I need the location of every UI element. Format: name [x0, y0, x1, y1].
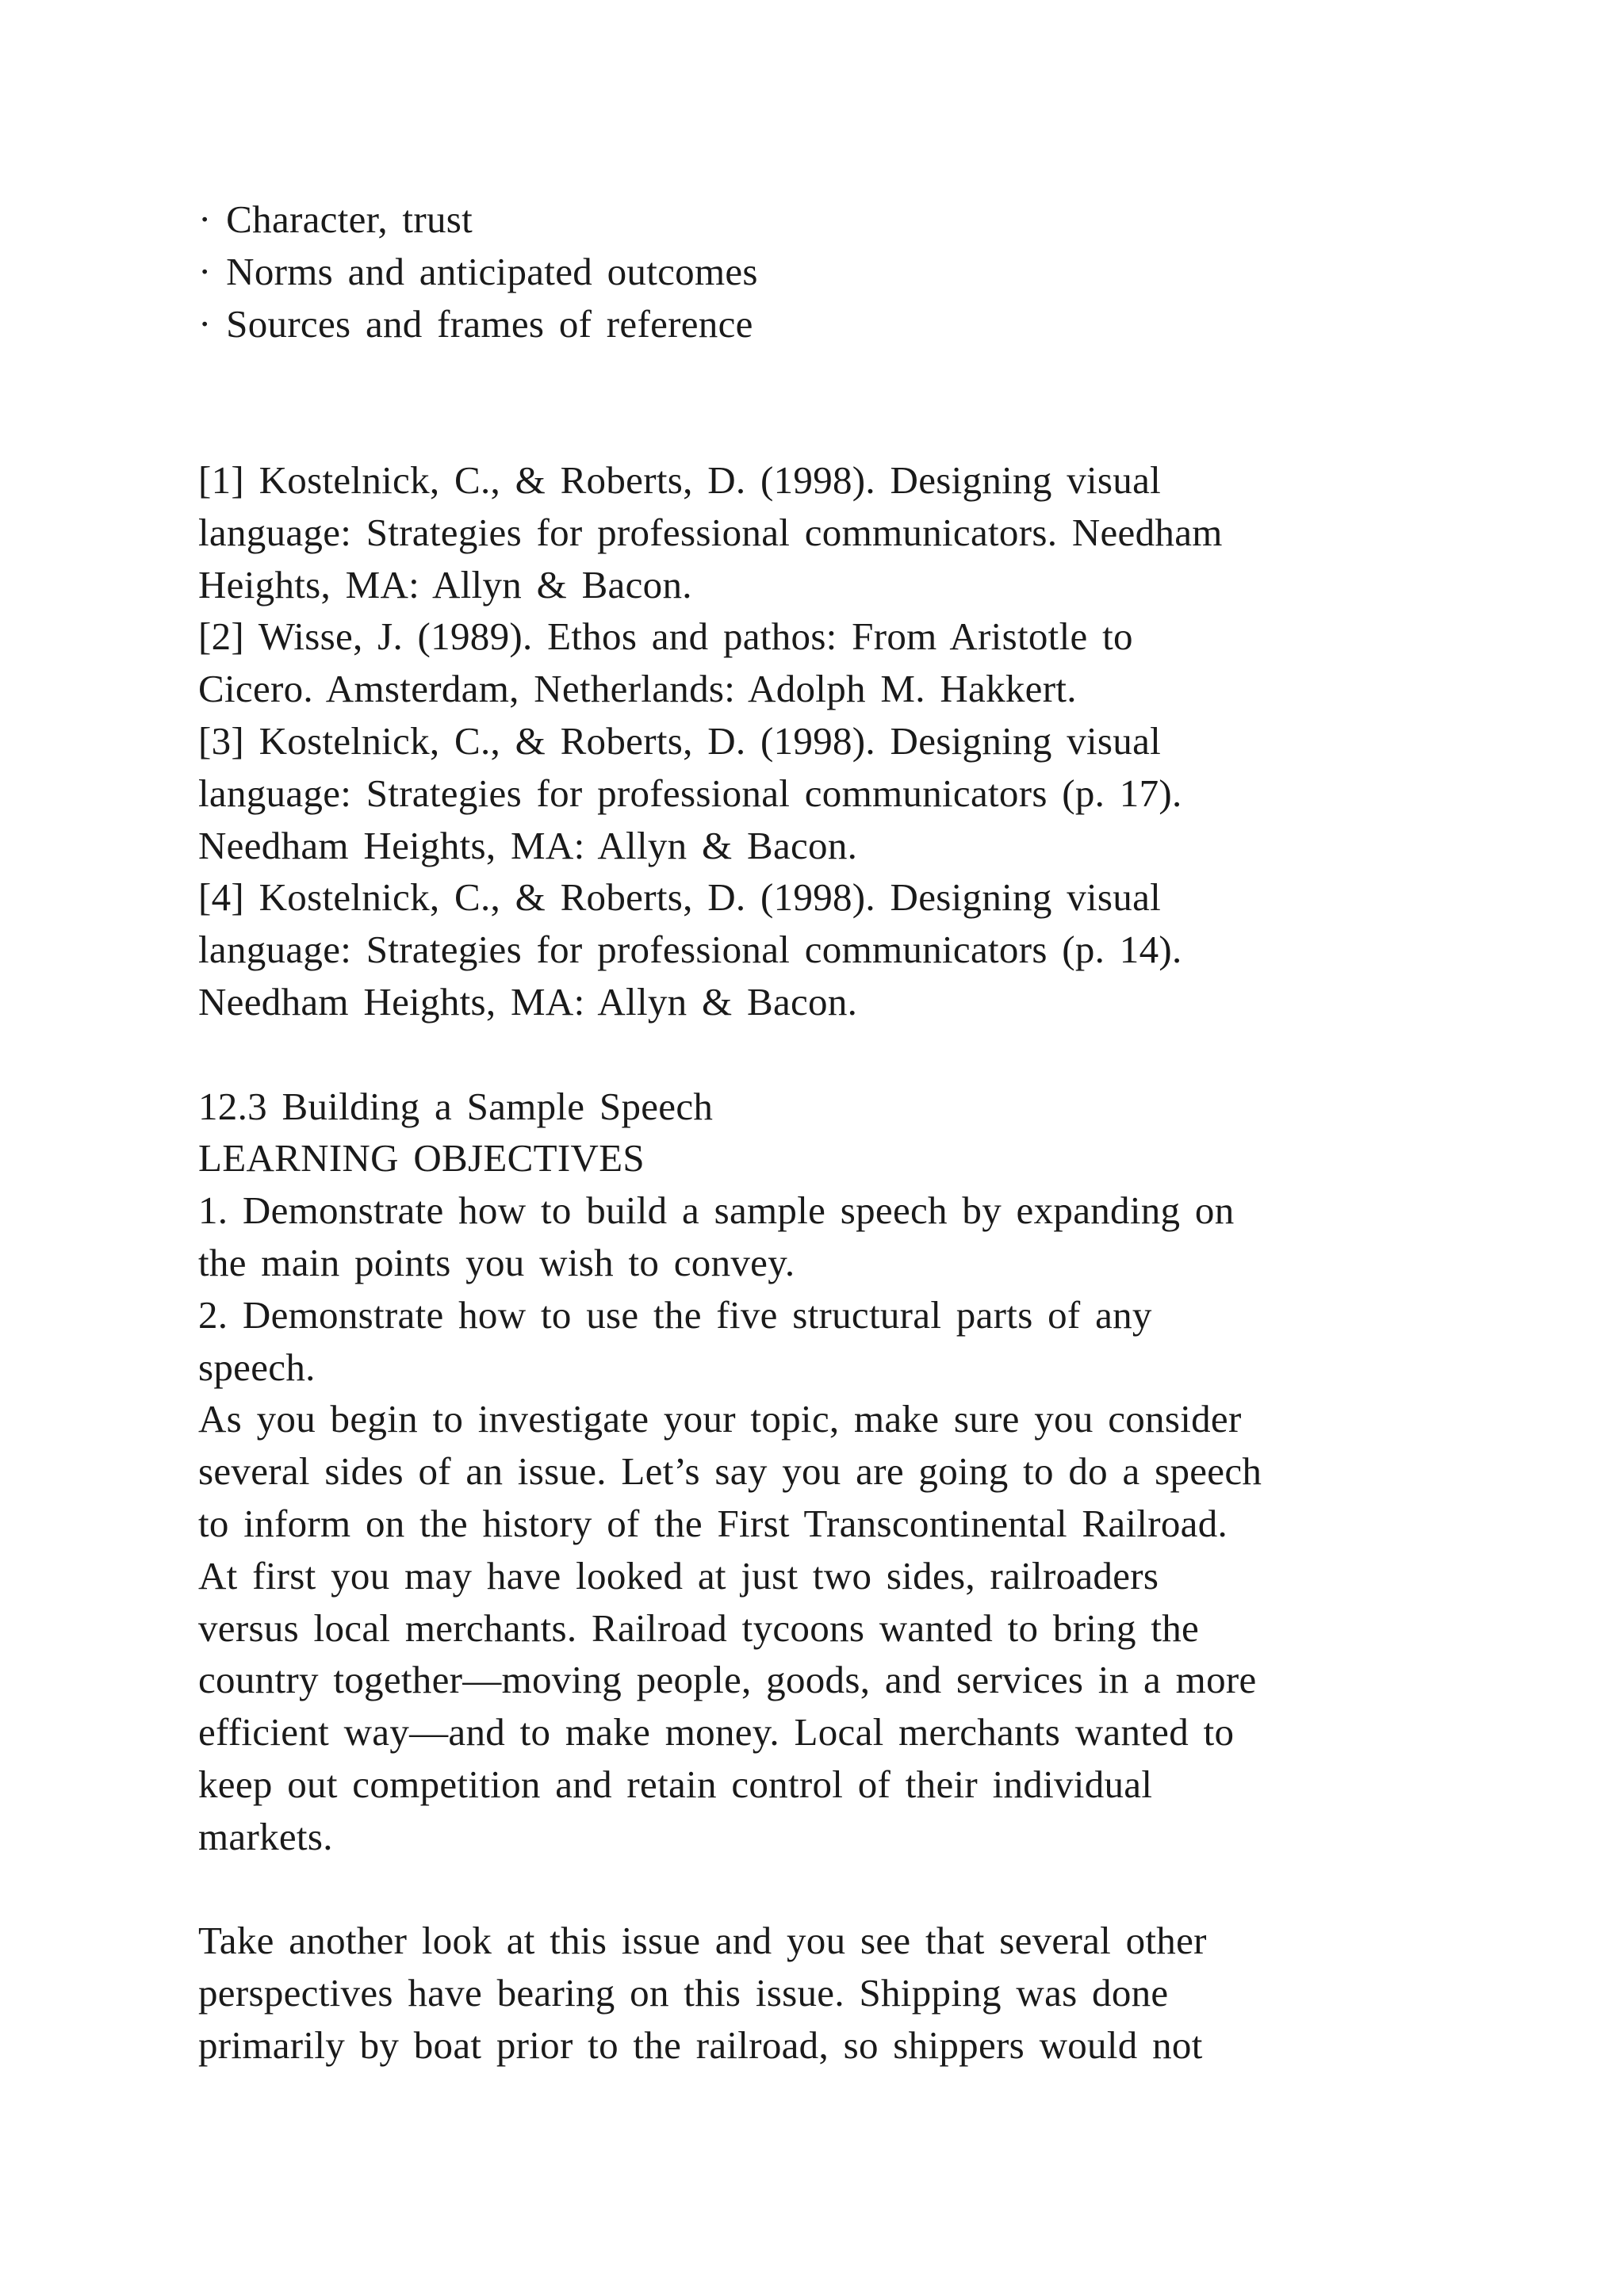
reference-line: Needham Heights, MA: Allyn & Bacon.: [198, 823, 858, 867]
paragraph-line: markets.: [198, 1814, 333, 1858]
objective-line: 2. Demonstrate how to use the five structural parts of any: [198, 1292, 1152, 1337]
reference-line: language: Strategies for professional communicators (p. 17).: [198, 771, 1182, 815]
objective-line: 1. Demonstrate how to build a sample speech by expanding on: [198, 1188, 1235, 1233]
reference-line: language: Strategies for professional communicators (p. 14).: [198, 928, 1182, 972]
objectives-list: [198, 1184, 1435, 1393]
bullet-list: [198, 193, 1435, 350]
paragraph-line: primarily by boat prior to the railroad, so shippers would not: [198, 2022, 1203, 2067]
reference-line: language: Strategies for professional communicators. Needham: [198, 510, 1223, 554]
reference-line: [4] Kostelnick, C., & Roberts, D. (1998). Designing visual: [198, 875, 1162, 920]
paragraph-line: As you begin to investigate your topic, make sure you consider: [198, 1397, 1242, 1441]
blank-line: [198, 1863, 1435, 1915]
paragraph-line: to inform on the history of the First Transcontinental Railroad.: [198, 1501, 1228, 1545]
objective-line: the main points you wish to convey.: [198, 1240, 795, 1284]
blank-line: [198, 1028, 1435, 1081]
reference-line: Heights, MA: Allyn & Bacon.: [198, 562, 692, 607]
blank-line: [198, 350, 1435, 402]
reference-line: [3] Kostelnick, C., & Roberts, D. (1998). Designing visual: [198, 718, 1162, 763]
reference-list: [198, 454, 1435, 1028]
paragraph-line: Take another look at this issue and you see that several other: [198, 1919, 1207, 1963]
reference-line: Cicero. Amsterdam, Netherlands: Adolph M. Hakkert.: [198, 667, 1077, 711]
objective-line: speech.: [198, 1345, 316, 1389]
paragraph-line: efficient way—and to make money. Local merchants wanted to: [198, 1710, 1235, 1755]
paragraph-line: keep out competition and retain control of their individual: [198, 1762, 1153, 1806]
bullet-item: · Norms and anticipated outcomes: [198, 249, 758, 293]
reference-line: [1] Kostelnick, C., & Roberts, D. (1998). Designing visual: [198, 457, 1162, 502]
paragraph-line: At first you may have looked at just two sides, railroaders: [198, 1553, 1159, 1598]
reference-line: [2] Wisse, J. (1989). Ethos and pathos: From Aristotle to: [198, 614, 1133, 659]
bullet-item: · Character, trust: [198, 197, 473, 241]
paragraph-2: [198, 1915, 1435, 2071]
reference-line: Needham Heights, MA: Allyn & Bacon.: [198, 979, 858, 1024]
learning-objectives-label: LEARNING OBJECTIVES: [198, 1136, 645, 1181]
paragraph-line: several sides of an issue. Let’s say you are going to do a speech: [198, 1449, 1262, 1494]
bullet-item: · Sources and frames of reference: [198, 301, 753, 346]
paragraph-line: versus local merchants. Railroad tycoons wanted to bring the: [198, 1605, 1200, 1650]
section-heading: 12.3 Building a Sample Speech: [198, 1084, 714, 1128]
blank-line: [198, 402, 1435, 454]
paragraph-line: country together—moving people, goods, and services in a more: [198, 1658, 1257, 1702]
paragraph-1: [198, 1393, 1435, 1862]
document-body: [198, 193, 1435, 2072]
paragraph-line: perspectives have bearing on this issue. Shipping was done: [198, 1971, 1169, 2015]
